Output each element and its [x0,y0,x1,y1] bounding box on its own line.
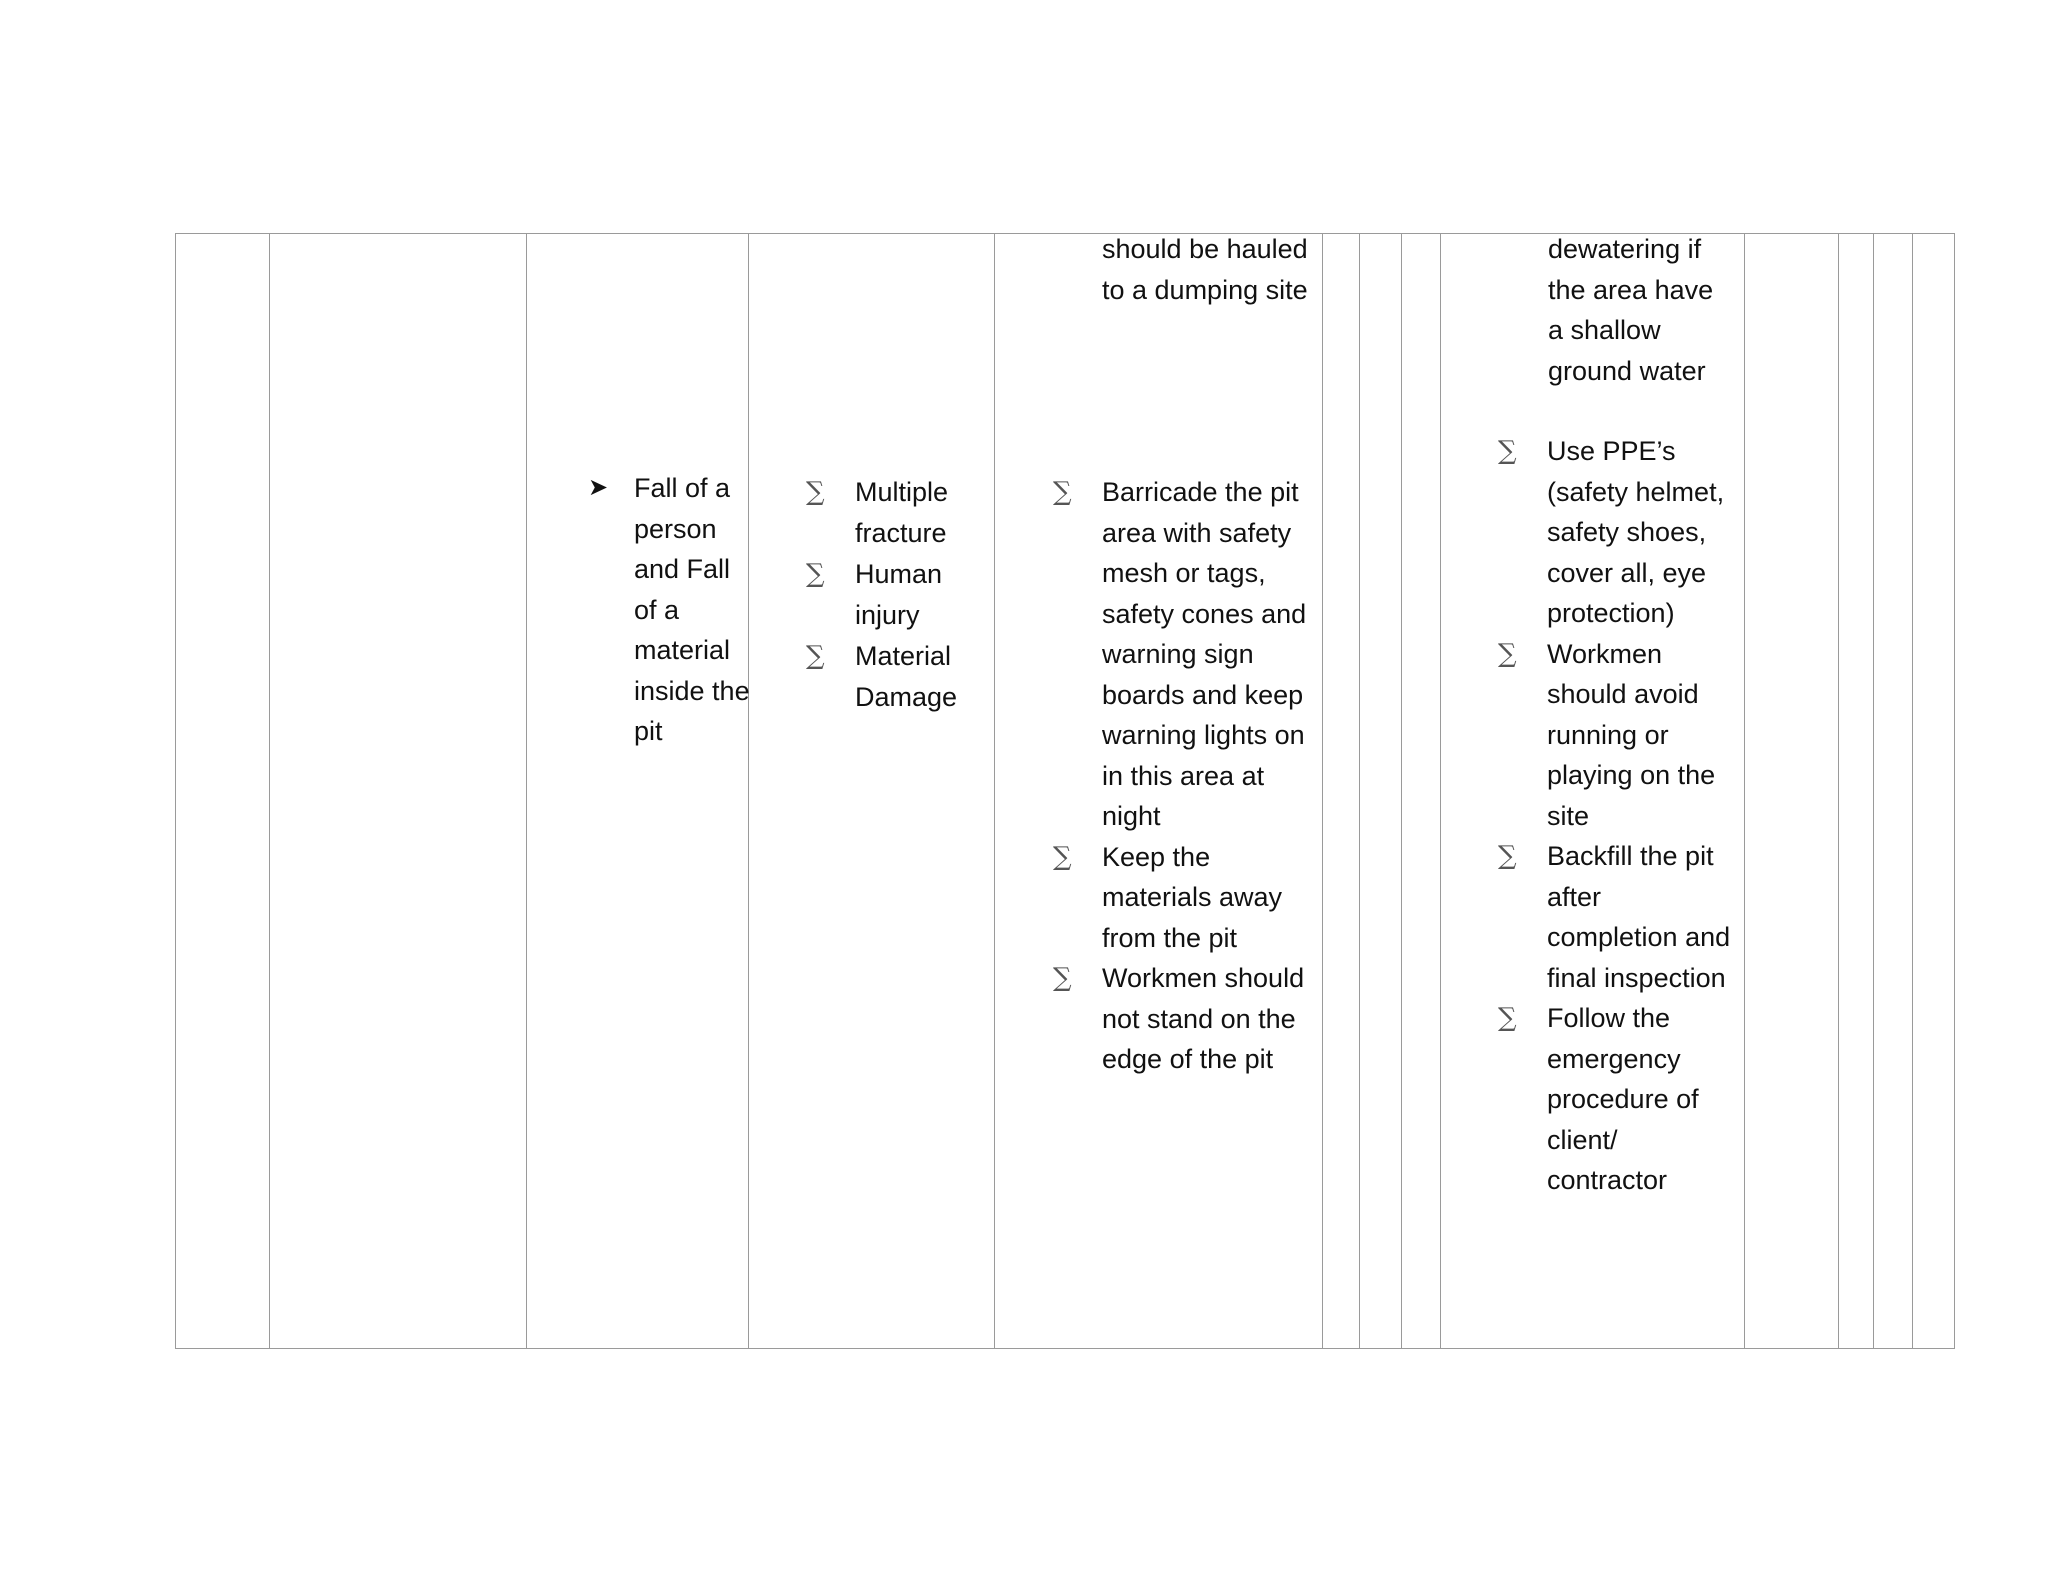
additional-control-text: Workmen should avoid running or playing on the site [1547,638,1716,831]
consequences-cell [806,472,991,717]
control-measure-item [1053,958,1321,1080]
risk-assessment-table [175,233,1955,1349]
column-divider [269,234,270,1348]
control-measures-continued-text: should be hauled to a dumping site [1102,234,1308,305]
control-measure-text: Keep the materials away from the pit [1102,841,1283,953]
column-divider [994,234,995,1348]
additional-control-item [1498,836,1744,998]
column-divider [1873,234,1874,1348]
sigma-bullet-icon: ∑ [806,477,825,507]
sigma-bullet-icon: ∑ [1053,841,1072,872]
column-divider [1322,234,1323,1348]
additional-controls-continued-text: dewatering if the area have a shallow ground water [1548,234,1714,386]
control-measure-text: Workmen should not stand on the edge of the pit [1102,963,1305,1074]
column-divider [1401,234,1402,1348]
column-divider [748,234,749,1348]
column-divider [526,234,527,1348]
sigma-bullet-icon: ∑ [806,559,825,589]
consequence-item [806,636,991,717]
sigma-bullet-icon: ∑ [1498,1003,1517,1033]
control-measure-item [1053,837,1321,959]
hazard-item [588,468,750,752]
consequence-text: Material Damage [855,641,958,712]
sigma-bullet-icon: ∑ [1498,841,1517,871]
additional-control-text: Use PPE’s (safety helmet, safety shoes, cover all, eye protection) [1547,436,1725,628]
additional-control-item [1498,431,1744,634]
consequence-item [806,554,991,635]
sigma-bullet-icon: ∑ [1498,638,1517,669]
control-measure-item [1053,472,1321,837]
sigma-bullet-icon: ∑ [1053,963,1072,993]
consequence-text: Multiple fracture [855,477,949,548]
column-divider [1744,234,1745,1348]
additional-control-text: Backfill the pit after completion and final inspection [1547,841,1731,993]
column-divider [1440,234,1441,1348]
hazard-text: Fall of a person and Fall of a material inside the pit [634,473,750,746]
column-divider [1359,234,1360,1348]
column-divider [1838,234,1839,1348]
hazard-cell [588,468,750,752]
additional-controls-cell [1498,431,1744,1201]
additional-control-text: Follow the emergency procedure of client/ contractor [1547,1003,1699,1195]
control-measure-text: Barricade the pit area with safety mesh or tags, safety cones and warning sign boards and keep warning lights on in this area at night [1102,477,1307,831]
sigma-bullet-icon: ∑ [806,641,825,671]
sigma-bullet-icon: ∑ [1498,436,1517,466]
consequence-item [806,472,991,553]
column-divider [1912,234,1913,1348]
control-measures-cell [1053,472,1321,1080]
arrow-bullet-icon: ➤ [588,474,609,501]
sigma-bullet-icon: ∑ [1053,477,1072,507]
additional-control-item [1498,634,1744,837]
additional-control-item [1498,998,1744,1201]
consequence-text: Human injury [855,559,943,630]
